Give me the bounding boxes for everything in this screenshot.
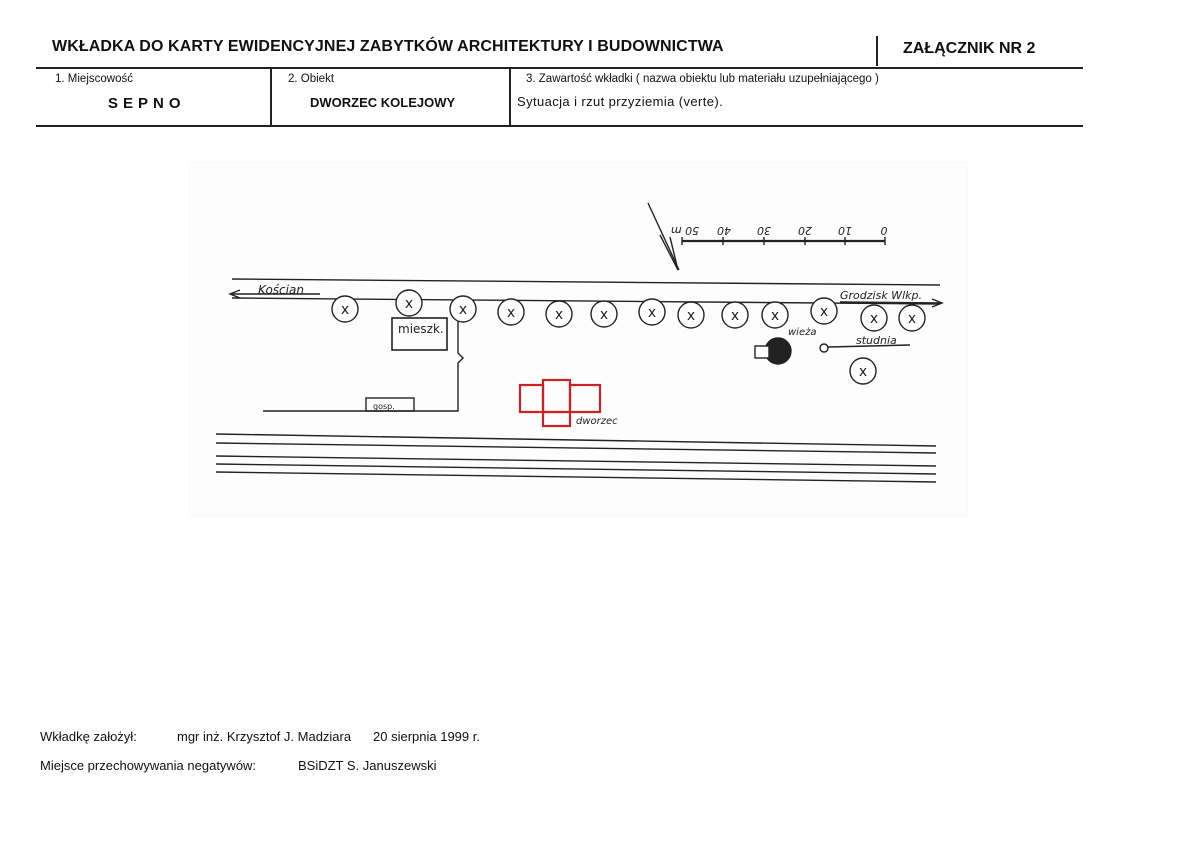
tree-mark: x	[730, 308, 740, 324]
tree-mark: x	[458, 302, 468, 318]
site-plan-drawing	[190, 163, 967, 516]
scale-label: 20	[798, 224, 812, 237]
tree-mark: x	[858, 364, 868, 380]
place-value: SEPNO	[108, 95, 186, 112]
outbuilding-label: gosp.	[373, 402, 395, 411]
content-label: 3. Zawartość wkładki ( nazwa obiektu lub materiału uzupełniającego )	[526, 73, 879, 85]
north-arrow-head	[660, 235, 678, 270]
tree-mark: x	[647, 305, 657, 321]
tree-mark: x	[770, 308, 780, 324]
tree-mark: x	[340, 302, 350, 318]
scale-label: 10	[838, 224, 852, 237]
station-label: dworzec	[576, 416, 618, 427]
scale-label: 40	[717, 224, 731, 237]
fields-bottom-rule	[36, 125, 1083, 127]
place-label: 1. Miejscowość	[55, 73, 133, 85]
direction-label-right: Grodzisk Wlkp.	[840, 289, 922, 302]
house-label: mieszk.	[398, 322, 444, 336]
tree-mark: x	[869, 311, 879, 327]
storage-value: BSiDZT S. Januszewski	[298, 758, 437, 773]
well-label: studnia	[856, 334, 897, 347]
founder-date: 20 sierpnia 1999 r.	[373, 729, 480, 744]
field-divider-2	[509, 68, 511, 126]
well	[820, 344, 828, 352]
tree-mark: x	[907, 311, 917, 327]
scale-label: 0	[880, 224, 888, 237]
header-rule	[36, 67, 1083, 69]
field-divider-1	[270, 68, 272, 126]
founder-name: mgr inż. Krzysztof J. Madziara	[177, 729, 352, 744]
storage-label: Miejsce przechowywania negatywów:	[40, 758, 257, 773]
tree-mark: x	[506, 305, 516, 321]
card-title: WKŁADKA DO KARTY EWIDENCYJNEJ ZABYTKÓW ARCHITEKTURY I BUDOWNICTWA	[52, 38, 724, 55]
scale-label: 50 m	[670, 224, 700, 237]
rail-line	[216, 456, 936, 466]
annex-number: ZAŁĄCZNIK NR 2	[903, 40, 1036, 57]
founder-label: Wkładkę założył:	[40, 729, 137, 744]
tree-mark: x	[404, 296, 414, 312]
title-divider	[876, 36, 878, 66]
tree-row	[332, 290, 925, 384]
object-label: 2. Obiekt	[288, 73, 335, 85]
tree-mark: x	[819, 304, 829, 320]
scale-label: 30	[757, 224, 771, 237]
tower-label: wieża	[788, 327, 817, 338]
direction-arrow-right	[840, 302, 942, 303]
rail-line	[216, 472, 936, 482]
object-value: DWORZEC KOLEJOWY	[310, 95, 456, 110]
road-upper-edge	[232, 279, 940, 285]
site-plan-sketch	[190, 163, 967, 516]
water-tower-annex	[755, 346, 769, 358]
rail-line	[216, 464, 936, 474]
direction-label-left: Kościan	[258, 283, 304, 297]
tree-mark: x	[686, 308, 696, 324]
content-value: Sytuacja i rzut przyziemia (verte).	[517, 94, 724, 109]
tree-mark: x	[599, 307, 609, 323]
tree-mark: x	[554, 307, 564, 323]
